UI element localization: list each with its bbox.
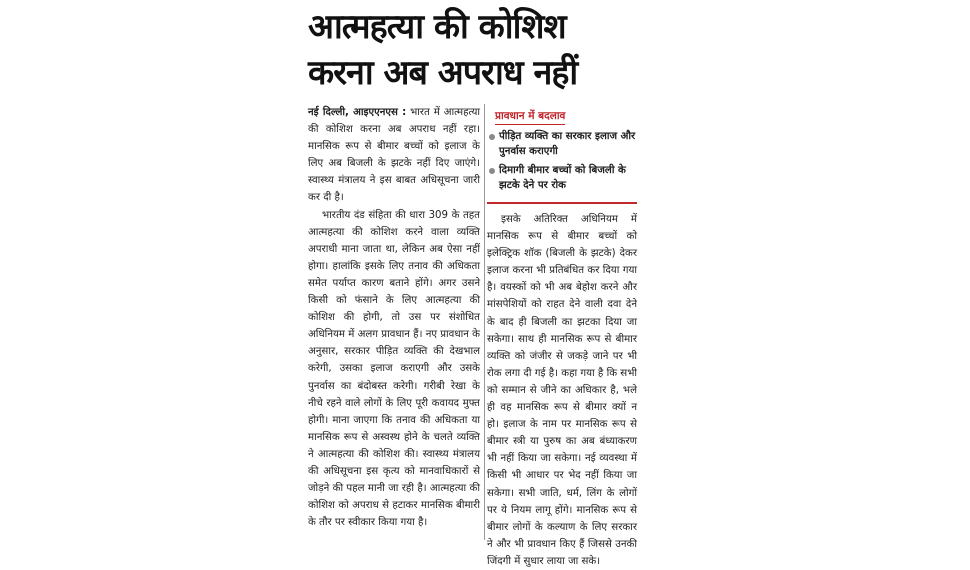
bullet-icon — [489, 168, 495, 174]
headline-line-2: करना अब अपराध नहीं — [308, 53, 578, 93]
headline-line-1: आत्महत्या की कोशिश — [308, 7, 566, 47]
right-column — [487, 211, 637, 567]
left-column — [308, 104, 480, 540]
sidebar-divider — [487, 202, 637, 204]
dateline: नई दिल्ली, आइएएनएस : — [308, 107, 407, 118]
column-divider — [484, 104, 485, 540]
sidebar-title: प्रावधान में बदलाव — [495, 109, 565, 125]
lead-text: भारत में आत्महत्या की कोशिश करना अब अपराध नहीं रहा। मानसिक रूप से बीमार बच्चों को इलाज के लिए अब बिजली के झटके नहीं दिए जाएंगे। स्वास्थ्य मंत्रालय ने इस बाबत अधिसूचना जारी कर दी है। — [308, 107, 480, 204]
sidebar-item-text: दिमागी बीमार बच्चों को बिजली के झटके देने पर रोक — [499, 165, 626, 191]
sidebar-item — [487, 164, 637, 193]
headline — [308, 4, 638, 96]
newspaper-clipping — [300, 0, 640, 567]
body-paragraph: भारतीय दंड संहिता की धारा 309 के तहत आत्महत्या की कोशिश करने वाला व्यक्ति अपराधी माना जाता था, लेकिन अब ऐसा नहीं होगा। हालांकि इसके लिए तनाव की अधिकता समेत पर्याप्त कारण बताने होंगे। अगर उसने किसी को फंसाने के लिए आत्महत्या की कोशिश की होगी, तो उस पर संशोधित अधिनियम में अलग प्रावधान हैं। नए प्रावधान के अनुसार, सरकार पीड़ित व्यक्ति की देखभाल करेगी, उसका इलाज कराएगी और उसके पुनर्वास का बंदोबस्त करेगी। गरीबी रेखा के नीचे रहने वाले लोगों के लिए पूरी कवायद मुफ्त होगी। माना जाएगा कि तनाव की अधिकता या मानसिक रूप से अस्वस्थ होने के चलते व्यक्ति ने आत्महत्या की कोशिश की। स्वास्थ्य मंत्रालय की अधिसूचना इस कृत्य को मानवाधिकारों से जोड़ने की पहल मानी जा रही है। आत्महत्या की कोशिश को अपराध से हटाकर मानसिक बीमारी के तौर पर स्वीकार किया गया है। — [308, 209, 480, 529]
right-paragraph: इसके अतिरिक्त अधिनियम में मानसिक रूप से बीमार बच्चों को इलेक्ट्रिक शॉक (बिजली के झटके) देकर इलाज करना भी प्रतिबंधित कर दिया गया है। वयस्कों को भी अब बेहोश करने और मांसपेशियों को राहत देने वाली दवा देने के बाद ही बिजली का झटका दिया जा सकेगा। साथ ही मानसिक रूप से बीमार व्यक्ति को जंजीर से जकड़े जाने पर भी रोक लगा दी गई है। कहा गया है कि सभी को सम्मान से जीने का अधिकार है, भले ही वह मानसिक रूप से बीमार क्यों न हो। इलाज के नाम पर मानसिक रूप से बीमार स्त्री या पुरुष का अब बंध्याकरण भी नहीं किया जा सकेगा। नई व्यवस्था में किसी भी आधार पर भेद नहीं किया जा सकेगा। सभी जाति, धर्म, लिंग के लोगों पर ये नियम लागू होंगे। मानसिक रूप से बीमार लोगों के कल्याण के लिए सरकार ने और भी प्रावधान किए हैं जिससे उनकी जिंदगी में सुधार लाया जा सके। — [487, 214, 637, 567]
lead-paragraph — [308, 104, 480, 207]
bullet-icon — [489, 134, 495, 140]
sidebar-item-text: पीड़ित व्यक्ति का सरकार इलाज और पुनर्वास कराएगी — [499, 131, 636, 157]
sidebar-box — [487, 104, 637, 200]
sidebar-item — [487, 130, 637, 159]
